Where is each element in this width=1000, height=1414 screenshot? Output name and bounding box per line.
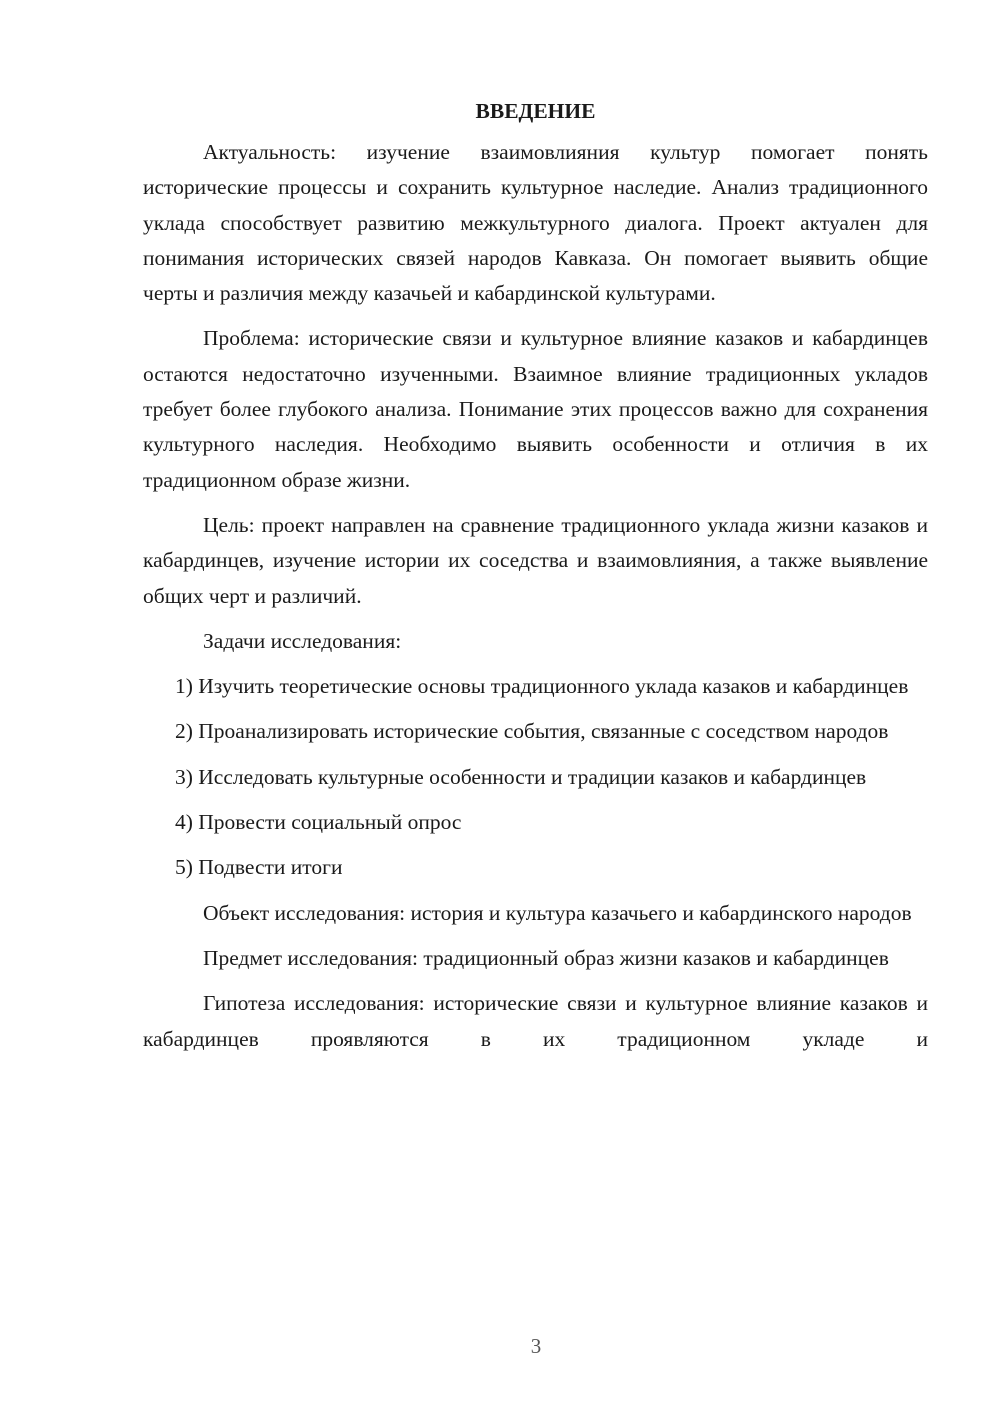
task-item-2: 2) Проанализировать исторические события, связанные с соседством народов xyxy=(175,719,889,744)
paragraph-subject: Предмет исследования: традиционный образ жизни казаков и кабардинцев xyxy=(203,945,889,970)
task-item-5: 5) Подвести итоги xyxy=(175,855,343,880)
paragraph-hypothesis: Гипотеза исследования: исторические связи и культурное влияние казаков и кабардинцев проявляются в их традиционном укладе и xyxy=(143,991,928,1051)
page-number: 3 xyxy=(530,1334,542,1358)
page-content xyxy=(143,97,928,1057)
task-item-4: 4) Провести социальный опрос xyxy=(175,810,462,835)
paragraph-goal: Цель: проект направлен на сравнение традиционного уклада жизни казаков и кабардинцев, изучение истории их соседства и взаимовлияния, а также выявление общих черт и различий. xyxy=(143,512,928,608)
paragraph-relevance: Актуальность: изучение взаимовлияния культур помогает понять исторические процессы и сохранить культурное наследие. Анализ традиционного уклада способствует развитию межкультурного диалога. Проект актуален для понимания исторических связей народов Кавказа. Он помогает выявить общие черты и различия между казачьей и кабардинской культурами. xyxy=(143,140,928,306)
tasks-heading: Задачи исследования: xyxy=(203,628,402,653)
task-item-3: 3) Исследовать культурные особенности и традиции казаков и кабардинцев xyxy=(175,764,867,789)
paragraph-problem: Проблема: исторические связи и культурное влияние казаков и кабардинцев остаются недостаточно изученными. Взаимное влияние традиционных укладов требует более глубокого анализа. Понимание этих процессов важно для сохранения культурного наследия. Необходимо выявить особенности и отличия в их традиционном образе жизни. xyxy=(143,326,928,492)
task-item-1: 1) Изучить теоретические основы традиционного уклада казаков и кабардинцев xyxy=(175,674,909,699)
paragraph-object: Объект исследования: история и культура казачьего и кабардинского народов xyxy=(203,900,912,925)
page-title: ВВЕДЕНИЕ xyxy=(475,99,596,123)
